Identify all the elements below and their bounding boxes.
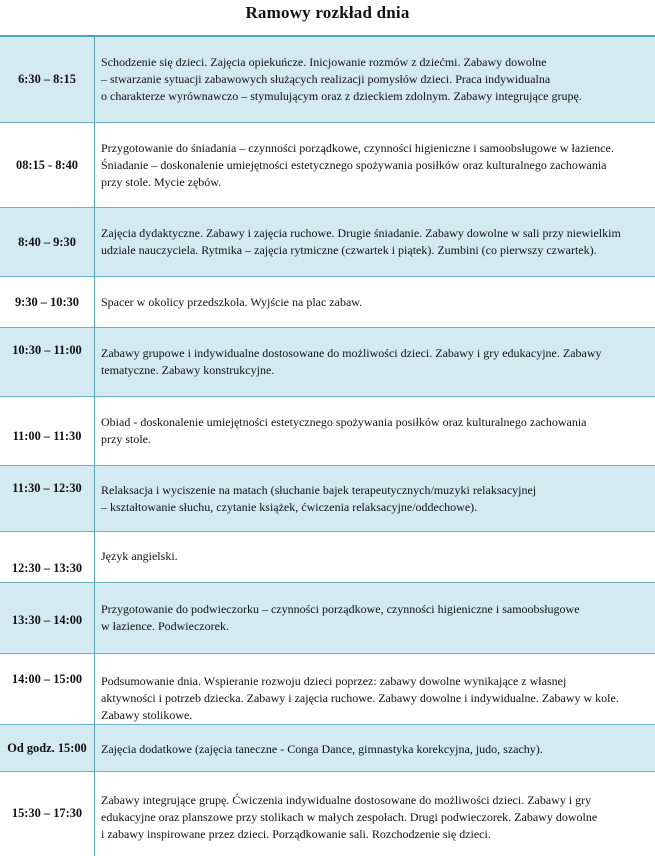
description-text: Spacer w okolicy przedszkola. Wyjście na plac zabaw. <box>101 294 363 309</box>
page-title: Ramowy rozkład dnia <box>245 3 410 22</box>
table-row <box>0 277 655 328</box>
time-cell: 13:30 – 14:00 <box>0 583 95 653</box>
description-cell <box>95 583 655 653</box>
table-row <box>0 725 655 772</box>
description-text: Obiad - doskonalenie umiejętności estetycznego spożywania posiłków oraz kulturalnego zachowania przy stole. <box>101 415 587 446</box>
description-cell <box>95 37 655 122</box>
description-text: Relaksacja i wyciszenie na matach (słuchanie bajek terapeutycznych/muzyki relaksacyjnej – kształtowanie słuchu, czytanie książek, ćwiczenia relaksacyjne/oddechowe). <box>101 482 537 514</box>
table-row <box>0 466 655 532</box>
description-cell <box>95 277 655 327</box>
description-cell <box>95 725 655 771</box>
time-cell: 15:30 – 17:30 <box>0 772 95 856</box>
description-cell <box>95 532 655 582</box>
table-row <box>0 654 655 725</box>
description-cell <box>95 208 655 276</box>
description-cell <box>95 397 655 465</box>
description-text: Zabawy grupowe i indywidualne dostosowane do możliwości dzieci. Zabawy i gry edukacyjne. Zabawy tematyczne. Zabawy konstrukcyjne. <box>101 346 602 377</box>
description-text: Schodzenie się dzieci. Zajęcia opiekuńcze. Inicjowanie rozmów z dziećmi. Zabawy dowolne – stwarzanie sytuacji zabawowych służących realizacji pomysłów dzieci. Praca indywidualna o charakterze wyrównawczo – stymulującym oraz z dzieckiem zdolnym. Zabawy integrujące grupę. <box>101 55 582 103</box>
table-row <box>0 123 655 208</box>
time-cell: 14:00 – 15:00 <box>0 654 95 724</box>
time-cell: 9:30 – 10:30 <box>0 277 95 327</box>
table-row <box>0 583 655 654</box>
table-row <box>0 328 655 397</box>
time-cell: 11:00 – 11:30 <box>0 397 95 465</box>
description-cell <box>95 466 655 531</box>
description-cell <box>95 328 655 396</box>
description-cell <box>95 654 655 724</box>
table-row <box>0 772 655 856</box>
description-text: Zabawy integrujące grupę. Ćwiczenia indywidualne dostosowane do możliwości dzieci. Zabawy i gry edukacyjne oraz planszowe przy stolikach w małych zespołach. Drugi podwieczorek. Zabawy dowolne i zabawy inspirowane przez dzieci. Porządkowanie sali. Rozchodzenie się dzieci. <box>101 793 598 841</box>
description-text: Podsumowanie dnia. Wspieranie rozwoju dzieci poprzez: zabawy dowolne wynikające z własnej aktywności i potrzeb dziecka. Zabawy i zajęcia ruchowe. Zabawy dowolne i indywidualne. Zabawy w kole. Zabawy stolikowe. <box>101 674 619 722</box>
description-text: Przygotowanie do podwieczorku – czynności porządkowe, czynności higieniczne i samoobsługowe w łazience. Podwieczorek. <box>101 602 580 633</box>
time-cell: 10:30 – 11:00 <box>0 328 95 396</box>
description-cell <box>95 772 655 856</box>
time-cell: 6:30 – 8:15 <box>0 37 95 122</box>
description-cell <box>95 123 655 207</box>
table-row <box>0 37 655 123</box>
table-row <box>0 532 655 583</box>
table-row <box>0 208 655 277</box>
time-cell: 8:40 – 9:30 <box>0 208 95 276</box>
time-cell: 12:30 – 13:30 <box>0 532 95 582</box>
schedule-table <box>0 35 655 856</box>
table-row <box>0 397 655 466</box>
time-cell: 08:15 - 8:40 <box>0 123 95 207</box>
description-text: Język angielski. <box>101 549 178 563</box>
description-text: Przygotowanie do śniadania – czynności porządkowe, czynności higieniczne i samoobsługowe w łazience. Śniadanie – doskonalenie umiejętności estetycznego spożywania posiłków oraz kulturalnego zachowania przy stole. Mycie zębów. <box>101 140 614 189</box>
time-cell: 11:30 – 12:30 <box>0 466 95 531</box>
description-text: Zajęcia dydaktyczne. Zabawy i zajęcia ruchowe. Drugie śniadanie. Zabawy dowolne w sali przy niewielkim udziale nauczyciela. Rytmika – zajęcia rytmiczne (czwartek i piątek). Zumbini (co pierwszy czwartek). <box>101 226 621 257</box>
time-cell: Od godz. 15:00 <box>0 725 95 771</box>
description-text: Zajęcia dodatkowe (zajęcia taneczne - Conga Dance, gimnastyka korekcyjna, judo, szachy). <box>101 741 543 756</box>
